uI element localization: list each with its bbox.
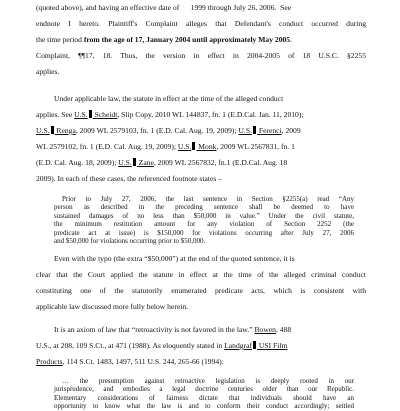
text-span: 1999 through July 26, 2006.: [190, 3, 277, 12]
text-span: , 2009: [281, 126, 301, 135]
case-cite: U.S.: [177, 142, 192, 151]
text-line: applies.: [36, 67, 60, 76]
case-cite: Ferenci: [256, 126, 282, 135]
redaction-box: [253, 341, 256, 349]
case-cite: Renga: [54, 126, 76, 135]
case-cite: Zane: [136, 158, 154, 167]
text-span: , 2009 WL 2567831, fn. 1: [216, 142, 295, 151]
quote-line: predicate act at issue) is $150,000 for violations occurring after July 27, 2006: [54, 228, 354, 237]
text-line: applicable law discussed more fully below herein.: [36, 302, 189, 311]
case-cite: Monk: [196, 142, 217, 151]
case-cite: Bowen: [254, 325, 276, 334]
quote-line: … the presumption against retroactive legislation is deeply rooted in our: [62, 377, 354, 385]
text-span: , 2009 WL 2567832, fn.1 (E.D.Cal. Aug. 18: [153, 158, 288, 167]
text-line: [54, 325, 366, 334]
text-line: constituting one of the statutorily enumerated predicate acts, which is consistent with: [36, 286, 366, 295]
text-line: clear that the Court applied the statute in effect at the time of the alleged criminal conduct: [36, 270, 366, 279]
text-line: [36, 341, 366, 350]
case-cite: Products: [36, 357, 63, 366]
block-quote: [54, 195, 354, 245]
text-line: Even with the typo (the extra “$50,000”) at the end of the quoted sentence, it is: [54, 254, 295, 263]
redaction-box: [89, 110, 92, 118]
case-cite: U.S.: [118, 158, 132, 167]
redaction-box: [51, 126, 54, 134]
redaction-box: [133, 158, 136, 166]
text-span: , 114 S.Ct. 1483, 1497, 511 U.S. 244, 265-66 (1994):: [62, 357, 224, 366]
text-span: (quoted above), and having an effective date of: [36, 3, 180, 12]
quote-line: Elementary considerations of fairness dictate that individuals should have an: [54, 393, 354, 402]
text-span: U.S., at 208, 109 S.Ct., at 471 (1988). As eloquently stated in: [36, 341, 225, 350]
text-span: See: [280, 3, 292, 12]
text-line: [36, 126, 366, 135]
text-span: , Slip Copy, 2010 WL 144837, fn. 1 (E.D.Cal. Jan. 11, 2010);: [117, 110, 304, 119]
block-quote: [54, 377, 354, 411]
quote-line: the minimum restitution amount for any violation of Section 2252 (the: [54, 220, 354, 229]
text-line: [36, 110, 366, 119]
text-line: Under applicable law, the statute in effect at the time of the alleged conduct: [54, 94, 284, 103]
text-line: 2009). In each of these cases, the referenced footnote states –: [36, 174, 222, 183]
redaction-box: [192, 142, 195, 150]
text-span: It is an axiom of law that “retroactivity is not favored in the law.”: [54, 325, 255, 334]
text-span: the time period: [36, 35, 84, 44]
quote-line: and $50,000 for violations occurring prior to $50,000.: [54, 237, 206, 246]
redaction-box: [253, 126, 256, 134]
case-cite: USI Film: [256, 341, 288, 350]
text-span: WL 2579102, fn. 1 (E.D. Cal. Aug. 19, 2009);: [36, 142, 178, 151]
text-line: endnote I hereto. Plaintiff's Complaint alleges that Defendant's conduct occurred during: [36, 19, 366, 28]
text-span: , 2009 WL 2579103, fn. 1 (E.D. Cal. Aug. 19, 2009);: [75, 126, 239, 135]
text-line: [36, 158, 366, 167]
case-cite: Landgraf: [224, 341, 252, 350]
text-span: .: [290, 35, 292, 44]
text-span: applies. See: [36, 110, 75, 119]
text-span: , 488: [275, 325, 292, 334]
text-span: (E.D. Cal. Aug. 18, 2009);: [36, 158, 119, 167]
text-line: [36, 35, 366, 44]
quote-line: opportunity to know what the law is and to conform their conduct accordingly; settled: [54, 402, 354, 411]
quote-line: person as described in the preceding sentence shall be deemed to have: [54, 203, 354, 212]
case-cite: U.S.: [36, 126, 50, 135]
text-line: [36, 3, 366, 12]
quote-line: jurisprudence, and embodies a legal doctrine centuries older than our Republic.: [54, 385, 354, 394]
text-line: Complaint, ¶¶17, 18. Thus, the version in effect in 2004-2005 of 18 U.S.C. §2255: [36, 51, 366, 60]
text-line: [36, 142, 366, 151]
text-line: [36, 357, 366, 366]
case-cite: Scheidt: [92, 110, 118, 119]
case-cite: U.S.: [74, 110, 88, 119]
bold-date-range: from the age of 17, January 2004 until approximately May 2005: [83, 35, 291, 44]
case-cite: U.S.: [238, 126, 252, 135]
quote-line: Prior to July 27, 2006, the last sentence in Section §2255(a) read “Any: [62, 195, 354, 203]
quote-line: sustained damages of no less than $50,000 in value.” Under the civil statute,: [54, 211, 354, 220]
